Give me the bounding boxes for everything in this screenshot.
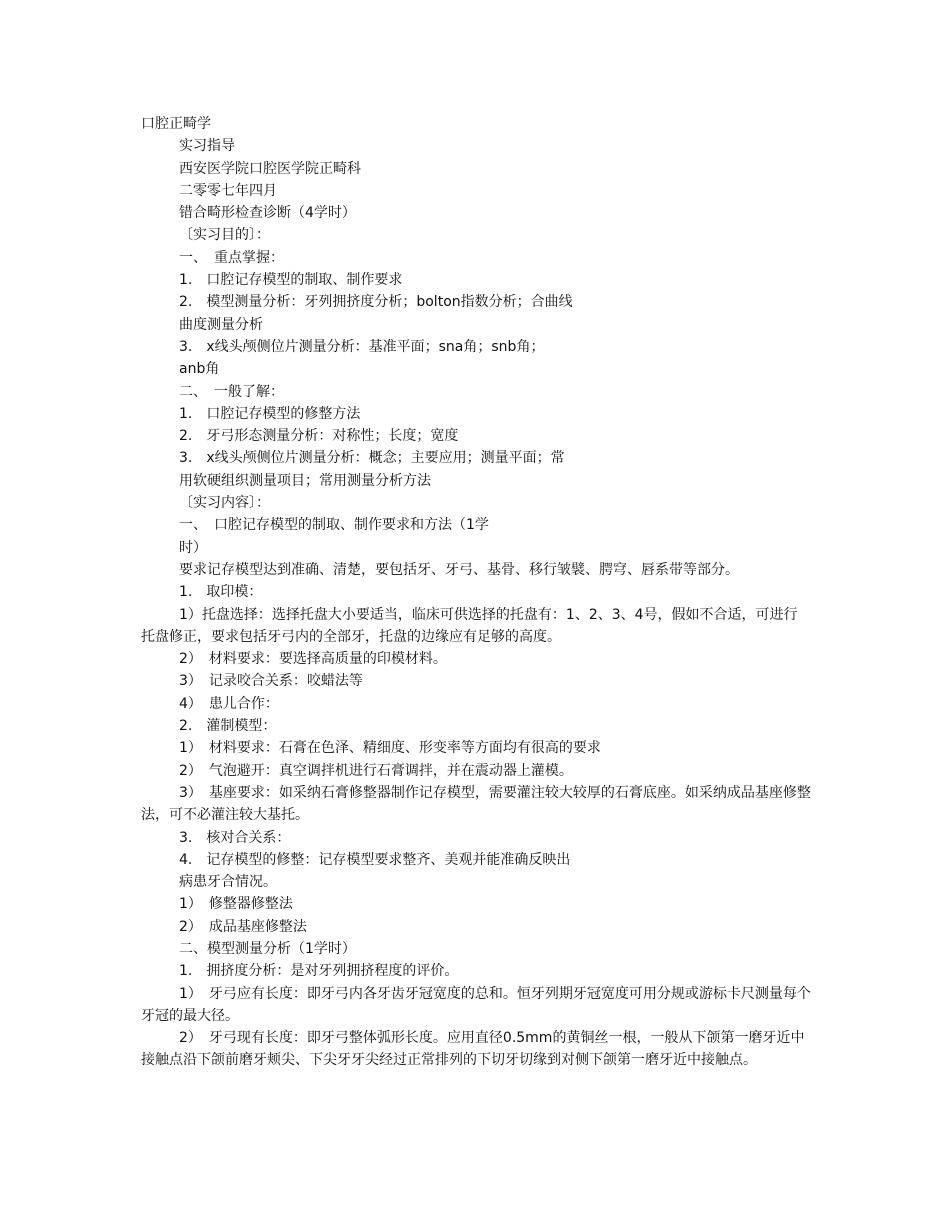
- subsection-heading: 〔实习目的〕：: [179, 227, 270, 244]
- list-item-continued: 曲度测量分析: [179, 316, 263, 333]
- list-item-continued: anb角: [179, 361, 220, 378]
- document-date: 二零零七年四月: [179, 182, 277, 199]
- body-paragraph: 1）托盘选择：选择托盘大小要适当，临床可供选择的托盘有：1、2、3、4号，假如不合适，可进行托盘修正，要求包括牙弓内的全部牙，托盘的边缘应有足够的高度。: [141, 606, 798, 645]
- list-item: 3. x线头颅侧位片测量分析：概念；主要应用；测量平面；常: [179, 450, 565, 467]
- body-paragraph: 3） 基座要求：如采纳石膏修整器制作记存模型，需要灌注较大较厚的石膏底座。如采纳成品基座修整法，可不必灌注较大基托。: [141, 784, 811, 824]
- body-paragraph: 要求记存模型达到准确、清楚，要包括牙、牙弓、基骨、移行皱襞、腭穹、唇系带等部分。: [179, 561, 739, 578]
- list-heading: 1. 取印模：: [179, 584, 263, 601]
- list-item: 3） 记录咬合关系：咬蜡法等: [179, 673, 363, 690]
- document-page: [141, 113, 811, 1072]
- list-heading: 二、 一般了解：: [179, 383, 284, 400]
- document-subtitle: 实习指导: [179, 138, 235, 155]
- list-item: 1） 材料要求：石膏在色泽、精细度、形变率等方面均有很高的要求: [179, 740, 601, 757]
- list-item: 1. 口腔记存模型的制取、制作要求: [179, 272, 403, 289]
- list-item: 1. 口腔记存模型的修整方法: [179, 405, 361, 422]
- list-heading: 2. 灌制模型：: [179, 718, 277, 735]
- section-heading: 二、模型测量分析（1学时）: [179, 940, 356, 957]
- document-author: 西安医学院口腔医学院正畸科: [179, 160, 361, 177]
- document-body: [141, 559, 811, 1072]
- list-heading: 一、 重点掌握：: [179, 249, 284, 266]
- section-heading: 错合畸形检查诊断（4学时）: [179, 205, 356, 222]
- document-header-lines: [141, 113, 811, 559]
- list-item: 4） 患儿合作：: [179, 695, 279, 712]
- list-item: 2） 气泡避开：真空调拌机进行石膏调拌，并在震动器上灌模。: [179, 762, 573, 779]
- list-heading: 一、 口腔记存模型的制取、制作要求和方法（1学: [179, 517, 489, 534]
- body-paragraph: 1） 牙弓应有长度：即牙弓内各牙齿牙冠宽度的总和。恒牙列期牙冠宽度可用分规或游标卡尺测量每个牙冠的最大径。: [141, 985, 811, 1024]
- list-heading: 1. 拥挤度分析：是对牙列拥挤程度的评价。: [179, 963, 459, 980]
- list-heading: 3. 核对合关系：: [179, 829, 291, 846]
- list-item-continued: 用软硬组织测量项目；常用测量分析方法: [179, 472, 431, 489]
- list-item: 2. 模型测量分析：牙列拥挤度分析；bolton指数分析；合曲线: [179, 294, 573, 311]
- list-item: 2） 成品基座修整法: [179, 918, 307, 935]
- list-item: 1） 修整器修整法: [179, 896, 293, 913]
- list-item-continued: 时）: [179, 539, 207, 556]
- subsection-heading: 〔实习内容〕：: [179, 495, 270, 512]
- document-title: 口腔正畸学: [141, 116, 211, 132]
- list-item: 2） 材料要求：要选择高质量的印模材料。: [179, 651, 447, 668]
- list-item: 3. x线头颅侧位片测量分析：基准平面；sna角；snb角；: [179, 338, 545, 355]
- list-item: 2. 牙弓形态测量分析：对称性；长度；宽度: [179, 428, 459, 445]
- body-paragraph: 2） 牙弓现有长度：即牙弓整体弧形长度。应用直径0.5mm的黄铜丝一根，一般从下颌第一磨牙近中接触点沿下颌前磨牙颊尖、下尖牙牙尖经过正常排列的下切牙切缘到对侧下颌第一磨牙近中接触点。: [141, 1030, 805, 1069]
- list-item-continued: 病患牙合情况。: [179, 874, 277, 891]
- list-heading: 4. 记存模型的修整：记存模型要求整齐、美观并能准确反映出: [179, 851, 571, 868]
